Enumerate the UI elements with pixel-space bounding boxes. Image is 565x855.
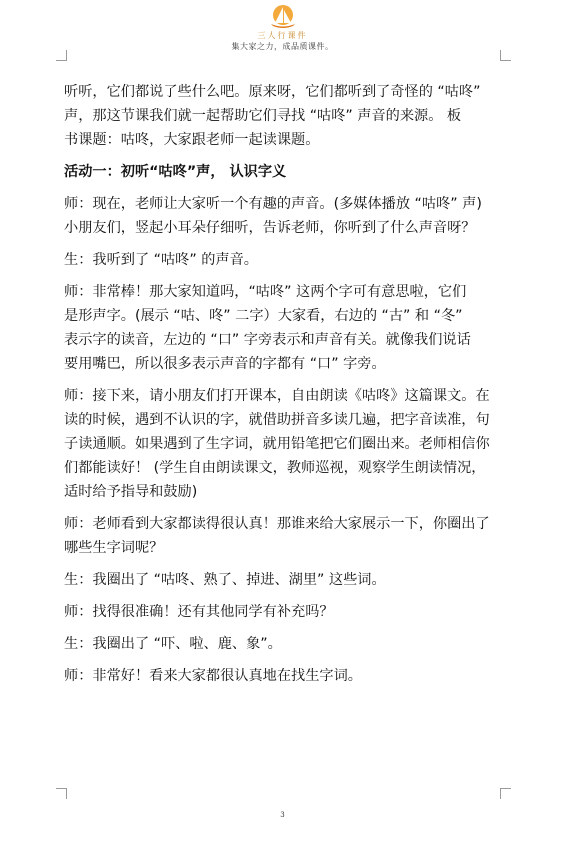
paragraph-line: 子读通顺。如果遇到了生字词，就用铅笔把它们圈出来。老师相信你 (64, 436, 490, 452)
paragraph-line: 师：非常棒！那大家知道吗，“咕咚” 这两个字可有意思啦，它们 (64, 284, 467, 300)
paragraph-p4 (64, 248, 509, 272)
paragraph-line: 适时给予指导和鼓励) (64, 484, 198, 500)
paragraph-gap (64, 592, 509, 600)
paragraph-line: 书课题：咕咚，大家跟老师一起读课题。 (64, 132, 320, 148)
paragraph-gap (64, 656, 509, 664)
paragraph-line: 师：找得很准确！还有其他同学有补充吗？ (64, 604, 334, 620)
paragraph-p7 (64, 512, 509, 560)
paragraph-gap (64, 272, 509, 280)
paragraph-line: 读的时候，遇到不认识的字，就借助拼音多读几遍，把字音读准，句 (64, 412, 490, 428)
paragraph-p10 (64, 632, 509, 656)
paragraph-gap (64, 504, 509, 512)
crop-mark-bottom-left (56, 788, 67, 799)
paragraph-line: 师：老师看到大家都读得很认真！那谁来给大家展示一下，你圈出了 (64, 516, 490, 532)
paragraph-line: 是形声字。(展示 “咕、咚” 二字）大家看，右边的 “古” 和 “冬” (64, 308, 463, 324)
paragraph-line: 师：现在，老师让大家听一个有趣的声音。(多媒体播放 “咕咚” 声) (64, 196, 482, 212)
paragraph-line: 表示字的读音，左边的 “口” 字旁表示和声音有关。就像我们说话 (64, 332, 471, 348)
paragraph-p11 (64, 664, 509, 688)
paragraph-line: 声，那这节课我们就一起帮助它们寻找 “咕咚” 声音的来源。 板 (64, 108, 462, 124)
paragraph-gap (64, 560, 509, 568)
paragraph-p3 (64, 192, 509, 240)
paragraph-line: 哪些生字词呢？ (64, 540, 164, 556)
paragraph-line: 小朋友们，竖起小耳朵仔细听，告诉老师，你听到了什么声音呀？ (64, 220, 476, 236)
paragraph-p2 (64, 160, 509, 184)
paragraph-gap (64, 184, 509, 192)
paragraph-p6 (64, 384, 509, 504)
paragraph-line: 师：非常好！看来大家都很认真地在找生字词。 (64, 668, 362, 684)
sailboat-logo-icon (266, 4, 300, 30)
page-number: 3 (280, 811, 285, 819)
paragraph-line: 们都能读好！ (学生自由朗读课文，教师巡视，观察学生朗读情况， (64, 460, 486, 476)
header-logo (0, 4, 565, 52)
paragraph-line: 生：我圈出了 “咕咚、熟了、掉进、湖里” 这些词。 (64, 572, 386, 588)
section-heading-line: 活动一：初听“咕咚”声， 认识字义 (64, 164, 287, 180)
paragraph-line: 师：接下来，请小朋友们打开课本，自由朗读《咕咚》这篇课文。在 (64, 388, 490, 404)
crop-mark-bottom-right (500, 788, 511, 799)
paragraph-p5 (64, 280, 509, 376)
paragraph-gap (64, 240, 509, 248)
paragraph-line: 生：我圈出了 “吓、啦、鹿、象”。 (64, 636, 282, 652)
paragraph-p8 (64, 568, 509, 592)
logo-slogan: 集大家之力，成品质课件。 (231, 42, 334, 51)
paragraph-p9 (64, 600, 509, 624)
paragraph-gap (64, 624, 509, 632)
logo-name: 三人行课件 (257, 31, 308, 40)
paragraph-p1 (64, 80, 509, 152)
paragraph-line: 生：我听到了 “咕咚” 的声音。 (64, 252, 258, 268)
paragraph-gap (64, 152, 509, 160)
paragraph-gap (64, 376, 509, 384)
document-body (64, 80, 509, 688)
paragraph-line: 听听，它们都说了些什么吧。原来呀，它们都听到了奇怪的 “咕咚” (64, 84, 481, 100)
paragraph-line: 要用嘴巴，所以很多表示声音的字都有 “口” 字旁。 (64, 356, 386, 372)
